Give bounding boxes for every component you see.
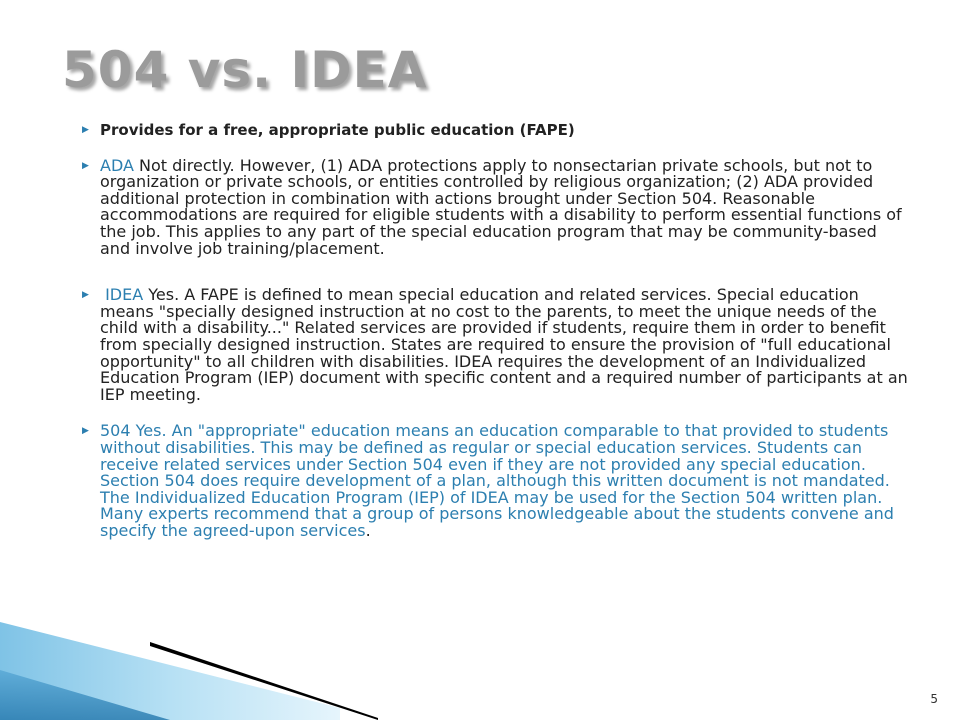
bullet-idea xyxy=(82,287,910,403)
bullet-list xyxy=(82,122,910,539)
bullet-504-end: . xyxy=(365,520,371,540)
bullet-504-keyword: 504 xyxy=(100,421,131,441)
bullet-fape-text: Provides for a free, appropriate public education (FAPE) xyxy=(100,121,575,139)
corner-decoration xyxy=(0,600,380,720)
bullet-idea-text: Yes. A FAPE is defined to mean special education and related services. Special education means "specially designed instruction at no cost to the parents, to meet the unique needs of the child with a disability..." Related services are provided if students, require them in order to benefit from specially designed instruction. States are required to ensure the provision of "full educational opportunity" to all children with disabilities. IDEA requires the development of an Individualized Education Program (IEP) document with specific content and a required number of participants at an IEP meeting. xyxy=(100,285,908,404)
bullet-504 xyxy=(82,423,910,539)
bullet-ada-keyword: ADA xyxy=(100,155,134,175)
arrow-bullet-icon: ▶ xyxy=(82,125,89,135)
bullet-fape xyxy=(82,122,910,139)
arrow-bullet-icon: ▶ xyxy=(82,426,89,437)
bullet-ada-text: Not directly. However, (1) ADA protections apply to nonsectarian private schools, but not to organization or private schools, or entities controlled by religious organization; (2) ADA provided additional protection in combination with actions brought under Section 504. Reasonable accommodations are required for eligible students with a disability to perform essential functions of the job. This applies to any part of the special education program that may be community-based and involve job training/placement. xyxy=(100,155,902,258)
arrow-bullet-icon: ▶ xyxy=(82,160,89,171)
bullet-idea-keyword: IDEA xyxy=(100,285,144,305)
page-number: 5 xyxy=(930,692,938,706)
slide-title: 504 vs. IDEA xyxy=(62,41,428,99)
bullet-ada xyxy=(82,155,910,258)
arrow-bullet-icon: ▶ xyxy=(82,290,89,301)
bullet-504-text: Yes. An "appropriate" education means an education comparable to that provided to students without disabilities. This may be defined as regular or special education services. Students can receive related services under Section 504 even if they are not provided any special education. Section 504 does require development of a plan, although this written document is not mandated. The Individualized Education Program (IEP) of IDEA may be used for the Section 504 written plan. Many experts recommend that a group of persons knowledgeable about the students convene and specify the agreed-upon services xyxy=(100,421,894,540)
